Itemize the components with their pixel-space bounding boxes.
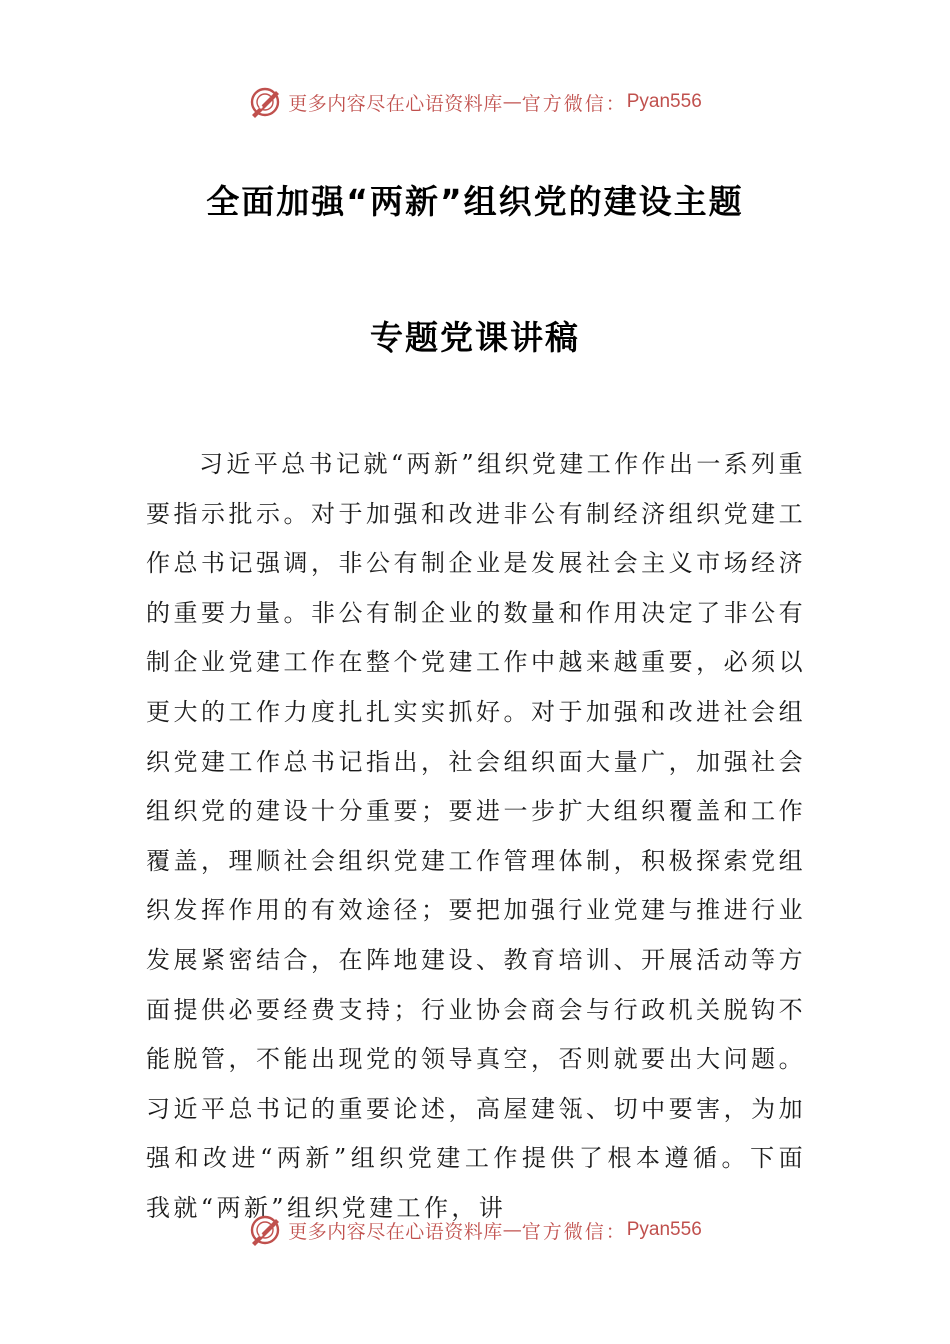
watermark-text: 更多内容尽在心语资料库 <box>288 1220 503 1243</box>
body-paragraph: 习近平总书记就“两新”组织党建工作作出一系列重要指示批示。对于加强和改进非公有制经济组织党建工作总书记强调，非公有制企业是发展社会主义市场经济的重要力量。非公有制企业的数量和作用决定了非公有制企业党建工作在整个党建工作中越来越重要，必须以更大的工作力度扎扎实实抓好。对于加强和改进社会组织党建工作总书记指出，社会组织面大量广，加强社会组织党的建设十分重要；要进一步扩大组织覆盖和工作覆盖，理顺社会组织党建工作管理体制，积极探索党组织发挥作用的有效途径；要把加强行业党建与推进行业发展紧密结合，在阵地建设、教育培训、开展活动等方面提供必要经费支持；行业协会商会与行政机关脱钩不能脱管，不能出现党的领导真空，否则就要出大问题。习近平总书记的重要论述，高屋建瓴、切中要害，为加强和改进“两新”组织党建工作提供了根本遵循。下面我就“两新”组织党建工作，讲 <box>146 450 806 1222</box>
pen-nib-logo-icon <box>248 85 282 119</box>
watermark-separator: — <box>502 1219 522 1241</box>
header-watermark <box>0 84 950 120</box>
watermark-text: 更多内容尽在心语资料库 <box>288 92 503 115</box>
watermark-wechat-id: Pyan556 <box>626 1219 702 1240</box>
watermark-wechat-id: Pyan556 <box>626 91 702 112</box>
footer-watermark <box>0 1212 950 1248</box>
pen-nib-logo-icon <box>248 1213 282 1247</box>
document-title-line1: 全面加强“两新”组织党的建设主题 <box>206 182 744 221</box>
watermark-wechat-label: 官方微信： <box>521 92 627 115</box>
document-title-line2: 专题党课讲稿 <box>370 318 580 357</box>
watermark-separator: — <box>502 91 522 113</box>
watermark-wechat-label: 官方微信： <box>521 1220 627 1243</box>
